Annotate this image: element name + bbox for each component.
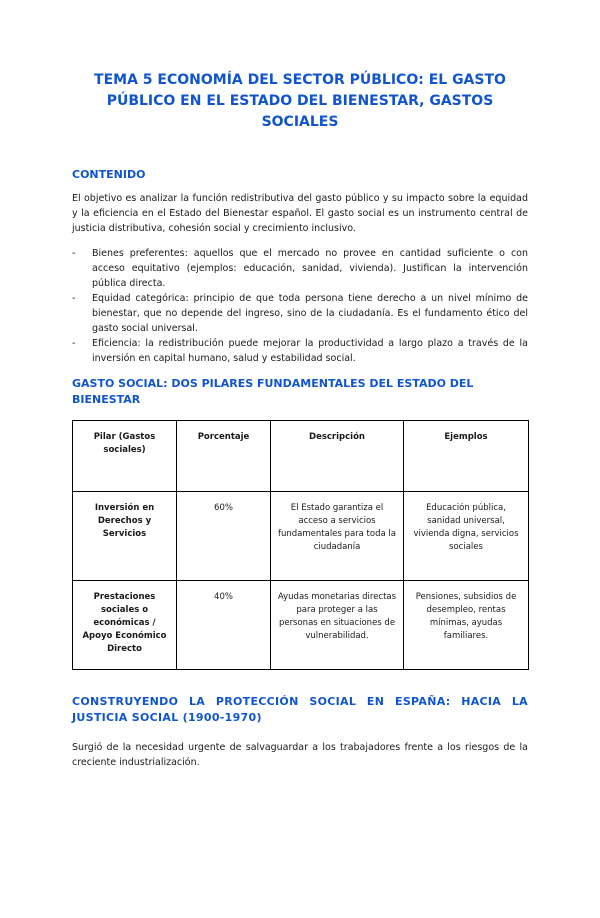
list-item <box>72 246 528 291</box>
list-item <box>72 291 528 336</box>
table-row <box>73 492 529 581</box>
cell-pilar: Inversión en Derechos y Servicios <box>73 492 177 581</box>
concepts-list <box>72 246 528 366</box>
cell-porcentaje: 40% <box>177 581 271 670</box>
document-page <box>0 70 600 918</box>
cell-pilar: Prestaciones sociales o económicas / Apoyo Económico Directo <box>73 581 177 670</box>
list-item <box>72 336 528 366</box>
contenido-heading: CONTENIDO <box>72 168 146 181</box>
column-header-porcentaje: Porcentaje <box>177 421 271 492</box>
list-item-text: Eficiencia: la redistribución puede mejorar la productividad a largo plazo a través de la inversión en capital humano, salud y estabilidad social. <box>92 338 528 364</box>
cell-descripcion: El Estado garantiza el acceso a servicios fundamentales para toda la ciudadanía <box>271 492 404 581</box>
title-line-2: PÚBLICO EN EL ESTADO DEL BIENESTAR, GASTOS SOCIALES <box>106 93 494 130</box>
bullet-dash: - <box>72 248 76 259</box>
page-title <box>72 70 528 133</box>
column-header-ejemplos: Ejemplos <box>404 421 529 492</box>
list-item-text: Equidad categórica: principio de que toda persona tiene derecho a un nivel mínimo de bienestar, que no depende del ingreso, sino de la ciudadanía. Es el fundamento ético del gasto social universal. <box>92 293 528 334</box>
bullet-dash: - <box>72 338 76 349</box>
cell-descripcion: Ayudas monetarias directas para proteger a las personas en situaciones de vulnerabilidad. <box>271 581 404 670</box>
bullet-dash: - <box>72 293 76 304</box>
title-line-1: TEMA 5 ECONOMÍA DEL SECTOR PÚBLICO: EL GASTO <box>94 72 506 88</box>
contenido-intro: El objetivo es analizar la función redistributiva del gasto público y su impacto sobre la equidad y la eficiencia en el Estado del Bienestar español. El gasto social es un instrumento central de justicia distributiva, cohesión social y crecimiento inclusivo. <box>72 193 528 234</box>
table-header-row <box>73 421 529 492</box>
table-row <box>73 581 529 670</box>
construyendo-text: Surgió de la necesidad urgente de salvaguardar a los trabajadores frente a los riesgos de la creciente industrialización. <box>72 742 528 768</box>
cell-ejemplos: Educación pública, sanidad universal, vivienda digna, servicios sociales <box>404 492 529 581</box>
cell-porcentaje: 60% <box>177 492 271 581</box>
cell-ejemplos: Pensiones, subsidios de desempleo, rentas mínimas, ayudas familiares. <box>404 581 529 670</box>
pillars-table <box>72 420 529 670</box>
column-header-pilar: Pilar (Gastos sociales) <box>73 421 177 492</box>
construyendo-heading: CONSTRUYENDO LA PROTECCIÓN SOCIAL EN ESPAÑA: HACIA LA JUSTICIA SOCIAL (1900-1970) <box>72 695 528 724</box>
gasto-social-heading: GASTO SOCIAL: DOS PILARES FUNDAMENTALES DEL ESTADO DEL BIENESTAR <box>72 377 474 406</box>
column-header-descripcion: Descripción <box>271 421 404 492</box>
list-item-text: Bienes preferentes: aquellos que el mercado no provee en cantidad suficiente o con acceso equitativo (ejemplos: educación, sanidad, vivienda). Justifican la intervención pública directa. <box>92 248 528 289</box>
